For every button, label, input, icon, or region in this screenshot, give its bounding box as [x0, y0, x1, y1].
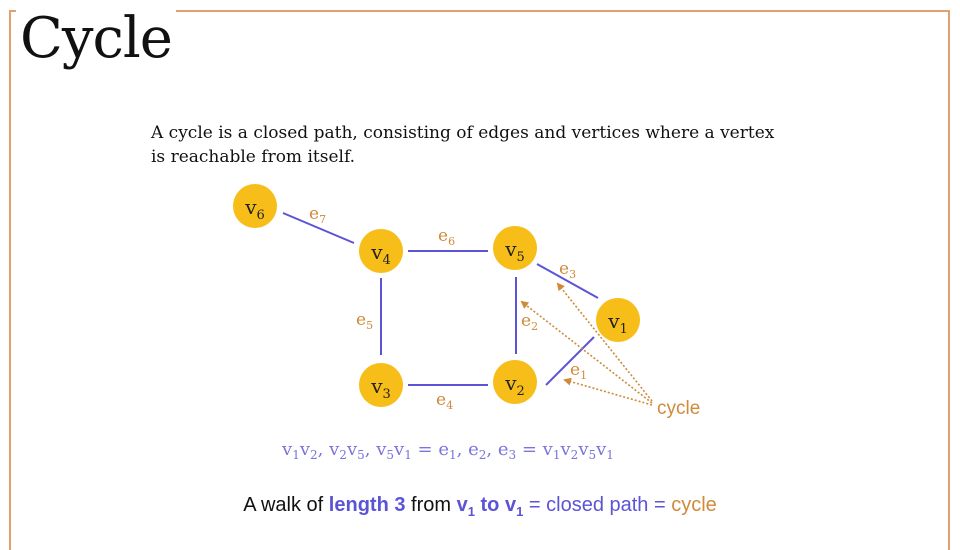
vertex-v4	[359, 229, 403, 273]
equation-part: 1	[449, 448, 457, 462]
svg-text:v4: $v_4$	[371, 240, 391, 268]
vertex-v1	[596, 298, 640, 342]
vertex-v5	[493, 226, 537, 270]
equation-part: , e	[486, 439, 509, 460]
equation-part: 2	[339, 448, 347, 462]
equation-part: 1	[404, 448, 412, 462]
summary-vertex-to: $v_1$	[504, 494, 524, 519]
equation-part: 1	[292, 448, 300, 462]
edge-label-e7: $e_7$	[309, 204, 327, 226]
equation-part: v	[282, 439, 293, 460]
equation-part: v	[299, 439, 311, 460]
equation-part: 1	[606, 448, 614, 462]
equation-part: = e	[411, 439, 450, 460]
equation-part: , v	[317, 439, 340, 460]
equation-part: 1	[552, 448, 561, 462]
edge-label-e1: $e_1$	[570, 360, 588, 382]
edge-label-e6: $e_6$	[438, 226, 456, 248]
svg-text:v1: $v_1$	[608, 309, 628, 337]
cycle-arrow-1	[558, 284, 652, 401]
summary-cycle: cycle	[671, 494, 717, 516]
svg-text:v5: $v_5$	[505, 237, 525, 265]
summary-to: to	[480, 494, 500, 516]
summary-middle: = closed path =	[528, 494, 666, 516]
vertex-v3	[359, 363, 403, 407]
equation-part: 2	[310, 448, 318, 462]
equation-part: , v	[364, 439, 387, 460]
svg-text:v2: $v_2$	[505, 371, 525, 399]
equation-part: 5	[357, 448, 365, 462]
walk-summary	[0, 494, 960, 519]
equation-part: 2	[570, 448, 579, 462]
slide-title: Cycle	[16, 6, 176, 71]
equation-part: v	[394, 439, 405, 460]
edge-label-e5: $e_5$	[356, 310, 374, 332]
cycle-label: cycle	[657, 398, 701, 419]
walk-equation	[281, 439, 614, 462]
equation-part: , e	[456, 439, 479, 460]
svg-text:v6: $v_6$	[245, 195, 265, 223]
equation-part: v	[578, 439, 589, 460]
svg-text:v3: $v_3$	[371, 374, 391, 402]
edge-label-e3: $e_3$	[559, 259, 577, 281]
vertex-v2	[493, 360, 537, 404]
equation-part: v	[560, 439, 571, 460]
edge-label-e4: $e_4$	[436, 390, 454, 412]
equation-part: v	[596, 439, 607, 460]
equation-part: 5	[588, 448, 597, 462]
equation-part: 2	[478, 448, 487, 462]
vertex-v6	[233, 184, 277, 228]
summary-from: from	[411, 494, 452, 516]
edge-label-e2: $e_2$	[521, 311, 539, 333]
summary-prefix: A walk of	[243, 494, 329, 516]
equation-part: 5	[386, 448, 395, 462]
equation-part: 3	[508, 448, 517, 462]
equation-part: v	[346, 439, 358, 460]
equation-part: = v	[516, 439, 553, 460]
summary-length: length 3	[328, 494, 406, 516]
summary-vertex-from: $v_1$	[456, 494, 475, 519]
slide-description: A cycle is a closed path, consisting of edges and vertices where a vertex is reachable from itself.	[151, 123, 775, 167]
